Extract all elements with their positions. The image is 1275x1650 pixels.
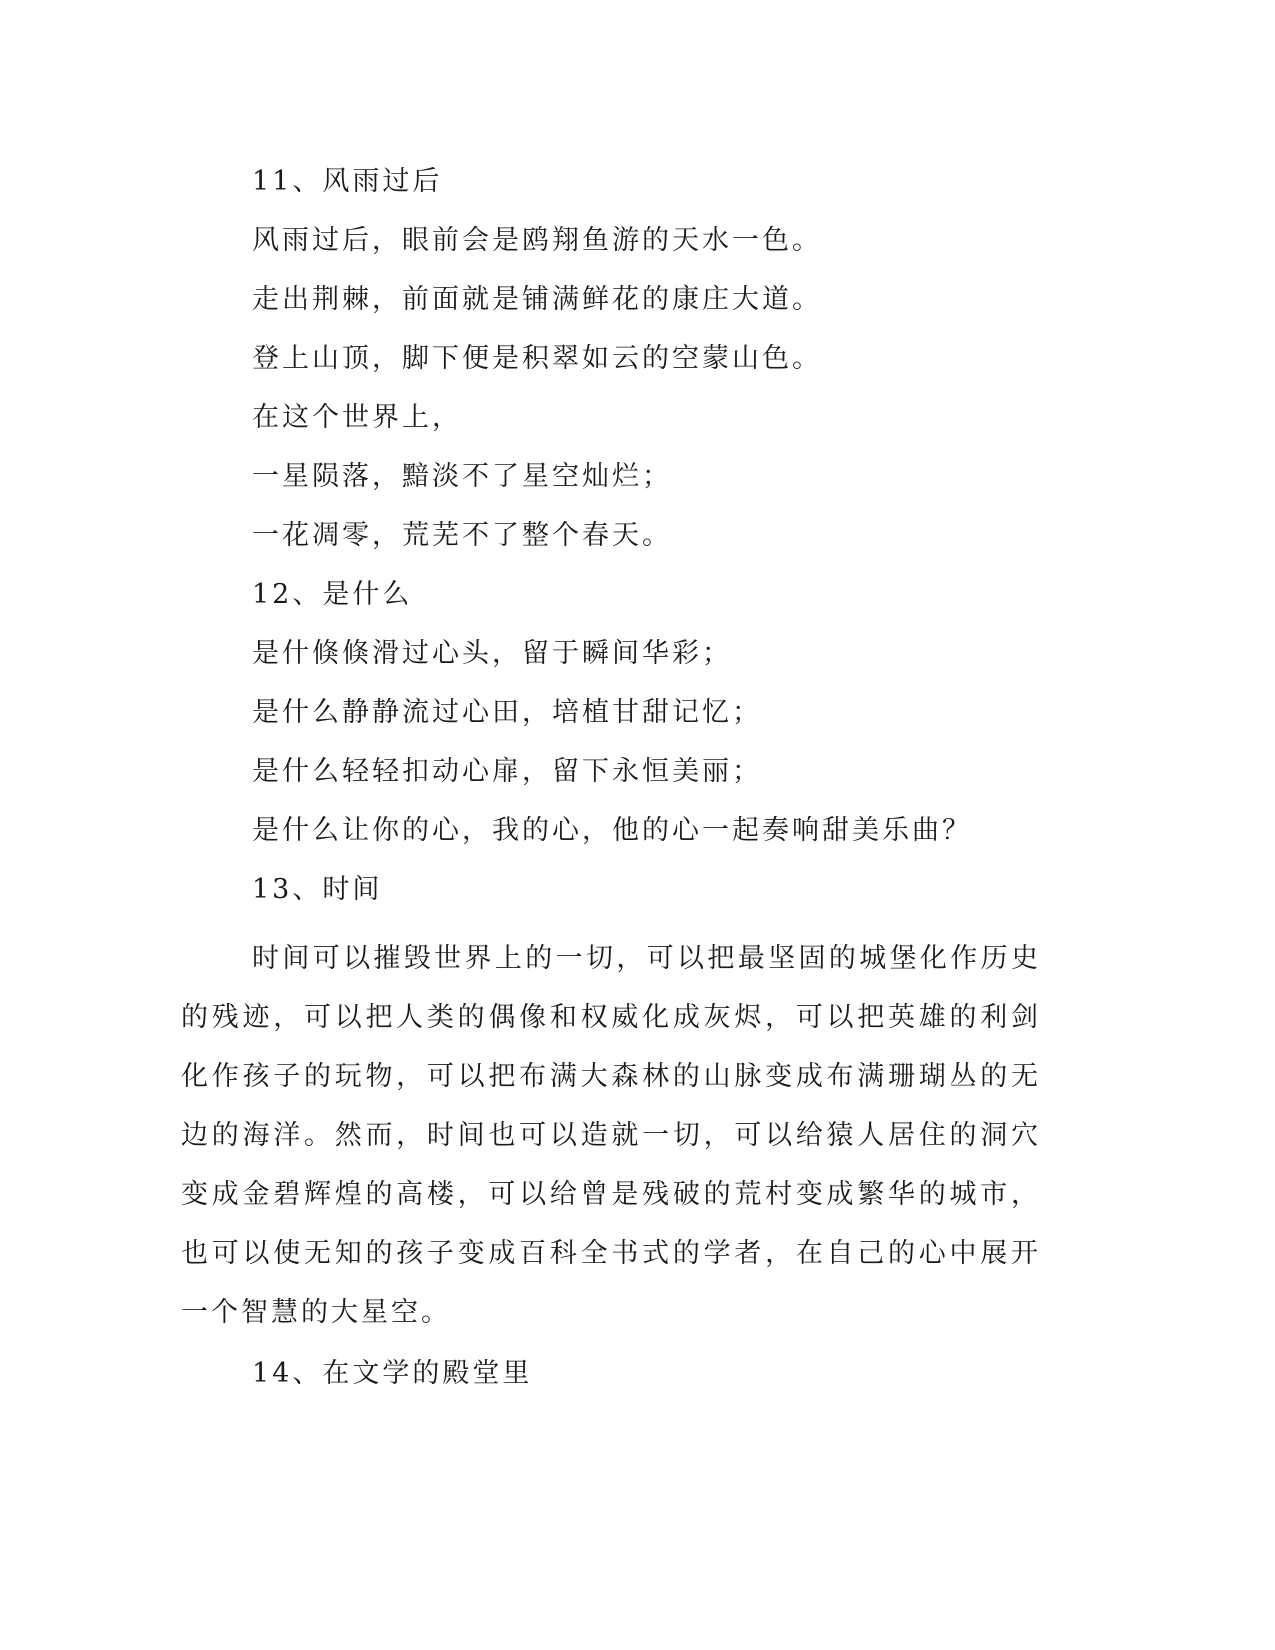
- poem-line: 一星陨落，黯淡不了星空灿烂；: [252, 461, 672, 492]
- poem-line: 一花凋零，荒芜不了整个春天。: [252, 520, 672, 551]
- poem-line: 登上山顶，脚下便是积翠如云的空蒙山色。: [252, 343, 822, 374]
- document-body: [181, 160, 1041, 1411]
- poem-line: 在这个世界上，: [252, 402, 462, 433]
- section-heading-12: 12、是什么: [252, 579, 413, 610]
- section-heading-11: 11、风雨过后: [252, 166, 443, 197]
- section-heading-13: 13、时间: [252, 874, 383, 905]
- poem-line: 是什倏倏滑过心头，留于瞬间华彩；: [252, 638, 732, 669]
- poem-line: 走出荆棘，前面就是铺满鲜花的康庄大道。: [252, 284, 822, 315]
- poem-line: 是什么让你的心，我的心，他的心一起奏响甜美乐曲？: [252, 815, 972, 846]
- poem-line: 是什么轻轻扣动心扉，留下永恒美丽；: [252, 756, 762, 787]
- poem-line: 风雨过后，眼前会是鸥翔鱼游的天水一色。: [252, 225, 822, 256]
- body-paragraph: 时间可以摧毁世界上的一切，可以把最坚固的城堡化作历史的残迹，可以把人类的偶像和权威化成灰烬，可以把英雄的利剑化作孩子的玩物，可以把布满大森林的山脉变成布满珊瑚丛的无边的海洋。然而，时间也可以造就一切，可以给猿人居住的洞穴变成金碧辉煌的高楼，可以给曾是残破的荒村变成繁华的城市，也可以使无知的孩子变成百科全书式的学者，在自己的心中展开一个智慧的大星空。: [181, 943, 1041, 1328]
- section-heading-14: 14、在文学的殿堂里: [252, 1358, 533, 1389]
- poem-line: 是什么静静流过心田，培植甘甜记忆；: [252, 697, 762, 728]
